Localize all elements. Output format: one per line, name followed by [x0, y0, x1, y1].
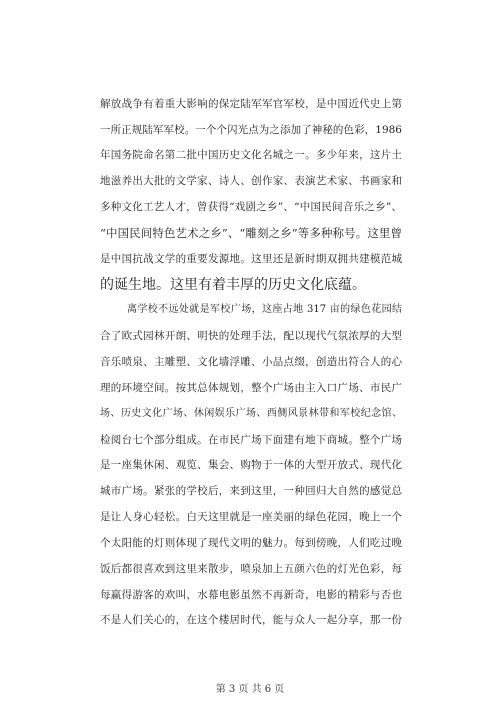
text-line: 城市广场。紧张的学校后，来到这里，一种回归大自然的感觉总 — [100, 485, 402, 497]
text-line: 个太阳能的灯则体现了现代文明的魅力。每到傍晚，人们吃过晚 — [100, 537, 402, 549]
text-line: 场、历史文化广场、休闲娱乐广场、西侧风景林带和军校纪念馆、 — [100, 408, 402, 419]
page-number: 第 3 页 共 6 页 — [215, 684, 285, 695]
text-line: 年国务院命名第二批中国历史文化名城之一。多少年来，这片土 — [100, 149, 402, 161]
text-line: 饭后都很喜欢到这里来散步，喷泉加上五颜六色的灯光色彩，每 — [100, 563, 402, 575]
text-line: “中国民间特色艺术之乡”、“雕刻之乡”等多种称号。这里曾 — [100, 226, 402, 240]
text-line: 检阅台七个部分组成。在市民广场下面建有地下商城。整个广场 — [100, 434, 402, 446]
text-line: 离学校不远处就是军校广场，这座占地 317 亩的绿色花园结 — [127, 304, 402, 315]
text-line: 合了欧式园林开朗、明快的处理手法，配以现代气氛浓厚的大型 — [100, 330, 402, 342]
text-line: 地滋养出大批的文学家、诗人、创作家、表演艺术家、书画家和 — [100, 175, 402, 187]
text-line: 是一座集休闲、观览、集会、购物于一体的大型开放式、现代化 — [100, 459, 402, 471]
text-line: 是中国抗战文学的重要发源地。这里还是新时期双拥共建模范城 — [100, 253, 402, 265]
text-line: 理的环境空间。按其总体规划，整个广场由主入口广场、市民广 — [100, 382, 402, 394]
text-line: 多种文化工艺人才，曾获得“戏剧之乡”、“中国民间音乐之乡”、 — [100, 201, 402, 213]
text-line: 不是人们关心的，在这个楼居时代，能与众人一起分享，那一份 — [100, 614, 402, 626]
text-line: 是让人身心轻松。白天这里就是一座美丽的绿色花园，晚上一个 — [100, 511, 402, 523]
text-line: 音乐喷泉、主雕塑、文化墙浮雕、小品点缀，创造出符合人的心 — [100, 356, 402, 368]
text-line: 解放战争有着重大影响的保定陆军军官军校，是中国近代史上第 — [100, 98, 402, 110]
text-line: 的诞生地。这里有着丰厚的历史文化底蕴。 — [100, 277, 366, 293]
text-line: 一所正规陆军军校。一个个闪光点为之添加了神秘的色彩，1986 — [100, 124, 402, 136]
text-line: 每赢得游客的欢叫，水幕电影虽然不再新奇，电影的精彩与否也 — [100, 589, 402, 601]
